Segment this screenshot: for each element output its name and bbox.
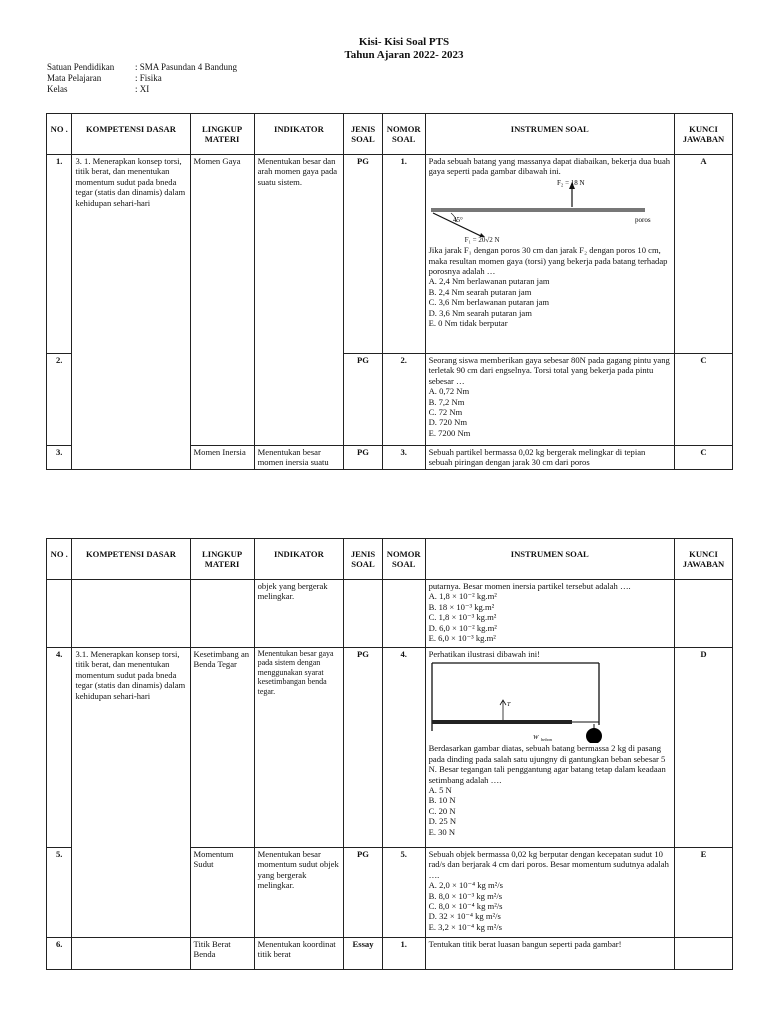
grid-table-page-2 [46, 538, 733, 970]
jenis-cell: PG [344, 446, 383, 470]
weight-label: W [532, 734, 538, 742]
info-label: Mata Pelajaran [47, 73, 102, 83]
doc-subtitle: Tahun Ajaran 2022- 2023 [344, 49, 464, 61]
indikator-cell: Menentukan koordinat titik berat [254, 938, 344, 970]
jenis-cell: PG [344, 848, 383, 938]
row-number: 3. [47, 446, 72, 470]
info-class [47, 84, 149, 95]
torque-figure [429, 177, 667, 237]
option-d: D. 720 Nm [428, 417, 468, 428]
nomor-cell: 1. [382, 155, 425, 354]
instrumen-cell [425, 848, 674, 938]
kunci-cell [674, 580, 732, 648]
question-text: Seorang siswa memberikan gaya sebesar 80N pada gagang pintu yang terletak 90 cm dari engselnya. Torsi total yang bekerja pada pintu sebesar … [428, 355, 670, 386]
doc-title: Kisi- Kisi Soal PTS [358, 36, 450, 48]
option-d: D. 25 N [428, 816, 457, 827]
option-d: D. 32 × 10⁻⁴ kg m²/s [428, 911, 501, 922]
kompetensi-cell [72, 938, 190, 970]
option-a: A. 1,8 × 10⁻² kg.m² [428, 591, 497, 602]
nomor-cell: 4. [382, 648, 425, 848]
table-row [47, 648, 733, 848]
question-text: Sebuah objek bermassa 0,02 kg berputar dengan kecepatan sudut 10 rad/s dan berjarak 4 cm dari poros. Besar momentum sudutnya adalah …. [428, 849, 669, 880]
option-e: E. 30 N [428, 826, 456, 837]
question-intro: Pada sebuah batang yang massanya dapat diabaikan, bekerja dua buah gaya seperti pada gambar dibawah ini. [428, 156, 671, 177]
lingkup-cell: Momen Gaya [190, 155, 254, 446]
lingkup-cell [190, 580, 254, 648]
equilibrium-figure [429, 659, 609, 743]
col-jenis: JENIS SOAL [344, 539, 383, 580]
lingkup-cell: Momentum Sudut [190, 848, 254, 938]
f2-label: F₂ = 18 N [556, 178, 585, 187]
nomor-cell: 5. [382, 848, 425, 938]
col-indikator: INDIKATOR [254, 539, 344, 580]
info-value: : SMA Pasundan 4 Bandung [135, 62, 238, 72]
indikator-cell: Menentukan besar dan arah momen gaya pada suatu sistem. [254, 155, 344, 446]
option-e: E. 0 Nm tidak berputar [428, 318, 508, 329]
row-number: 5. [47, 848, 72, 938]
col-kunci: KUNCI JAWABAN [674, 539, 732, 580]
option-e: E. 6,0 × 10⁻³ kg.m² [428, 633, 496, 644]
col-kompetensi: KOMPETENSI DASAR [72, 114, 190, 155]
question-text: Jika jarak F₁ dengan poros 30 cm dan jarak F₂ dengan poros 10 cm, maka resultan momen gaya (torsi) yang bekerja pada batang terhadap porosnya adalah … [428, 245, 668, 277]
col-nomor: NOMOR SOAL [382, 539, 425, 580]
col-instrumen: INSTRUMEN SOAL [425, 114, 674, 155]
instrumen-cell: Tentukan titik berat luasan bangun seperti pada gambar! [425, 938, 674, 970]
jenis-cell: Essay [344, 938, 383, 970]
option-a: A. 2,4 Nm berlawanan putaran jam [428, 276, 550, 287]
indikator-cell: Menentukan besar momentum sudut objek yang bergerak melingkar. [254, 848, 344, 938]
kompetensi-cell: 3. 1. Menerapkan konsep torsi, titik berat, dan menentukan momentum sudut pada bneda tegar (statis dan dinamis) dalam kehidupan sehari-hari [72, 155, 190, 470]
question-text: Berdasarkan gambar diatas, sebuah batang bermassa 2 kg di pasang pada dinding pada salah satu ujungny di gantungkan beban sebesar 5 N. Besar tegangan tali penggantung agar batang tetap dalam keadaan setimbang adalah …. [428, 743, 666, 785]
info-subject [47, 73, 162, 84]
option-b: B. 18 × 10⁻³ kg.m² [428, 601, 495, 612]
kunci-cell: A [674, 155, 732, 354]
header-row [47, 539, 733, 580]
lingkup-cell: Kesetimbang an Benda Tegar [190, 648, 254, 848]
kunci-cell: C [674, 446, 732, 470]
kompetensi-cell [72, 580, 190, 648]
option-a: A. 5 N [428, 785, 452, 796]
f1-label: F₁ = 20√2 N [464, 235, 500, 244]
instrumen-cell [425, 648, 674, 848]
col-jenis: JENIS SOAL [344, 114, 383, 155]
table-row [47, 155, 733, 354]
indikator-cell: objek yang bergerak melingkar. [254, 580, 344, 648]
option-d: D. 6,0 × 10⁻² kg.m² [428, 622, 497, 633]
option-c: C. 72 Nm [428, 407, 463, 418]
nomor-cell: 2. [382, 354, 425, 446]
kunci-cell: D [674, 648, 732, 848]
jenis-cell: PG [344, 155, 383, 354]
row-number: 6. [47, 938, 72, 970]
table-row [47, 580, 733, 648]
indikator-cell: Menentukan besar gaya pada sistem dengan menggunakan syarat kesetimbangan benda tegar. [254, 648, 344, 848]
nomor-cell [382, 580, 425, 648]
col-kunci: KUNCI JAWABAN [674, 114, 732, 155]
instrumen-cell [425, 580, 674, 648]
info-label: Kelas [47, 84, 68, 94]
info-value: : XI [135, 84, 150, 94]
col-indikator: INDIKATOR [254, 114, 344, 155]
nomor-cell: 1. [382, 938, 425, 970]
col-kompetensi: KOMPETENSI DASAR [72, 539, 190, 580]
col-lingkup: LINGKUP MATERI [190, 539, 254, 580]
info-school [47, 62, 237, 73]
kunci-cell: E [674, 848, 732, 938]
col-instrumen: INSTRUMEN SOAL [425, 539, 674, 580]
col-lingkup: LINGKUP MATERI [190, 114, 254, 155]
option-c: C. 3,6 Nm berlawanan putaran jam [428, 297, 550, 308]
header-row [47, 114, 733, 155]
jenis-cell: PG [344, 648, 383, 848]
table-row [47, 938, 733, 970]
option-b: B. 7,2 Nm [428, 396, 465, 407]
row-number: 4. [47, 648, 72, 848]
info-value: : Fisika [135, 73, 162, 83]
option-b: B. 8,0 × 10⁻³ kg m²/s [428, 890, 503, 901]
poros-label: poros [634, 215, 651, 224]
kompetensi-cell: 3.1. Menerapkan konsep torsi, titik berat, dan menentukan momentum sudut pada bneda tegar (statis dan dinamis) dalam kehidupan sehari-hari [72, 648, 190, 938]
option-a: A. 0,72 Nm [428, 386, 470, 397]
col-no: NO . [47, 114, 72, 155]
instrumen-cell [425, 155, 674, 354]
instrumen-cell [425, 354, 674, 446]
option-b: B. 10 N [428, 795, 456, 806]
row-number: 2. [47, 354, 72, 446]
indikator-cell: Menentukan besar momen inersia suatu [254, 446, 344, 470]
nomor-cell: 3. [382, 446, 425, 470]
weight-subscript: beban [540, 737, 552, 743]
info-label: Satuan Pendidikan [47, 62, 115, 72]
col-nomor: NOMOR SOAL [382, 114, 425, 155]
option-e: E. 3,2 × 10⁻⁴ kg m²/s [428, 921, 503, 932]
jenis-cell [344, 580, 383, 648]
kunci-cell: C [674, 354, 732, 446]
option-c: C. 1,8 × 10⁻³ kg.m² [428, 612, 497, 623]
row-number: 1. [47, 155, 72, 354]
kunci-cell [674, 938, 732, 970]
option-e: E. 7200 Nm [428, 427, 471, 438]
option-c: C. 20 N [428, 805, 456, 816]
option-d: D. 3,6 Nm searah putaran jam [428, 307, 532, 318]
row-number [47, 580, 72, 648]
lingkup-cell: Momen Inersia [190, 446, 254, 470]
col-no: NO . [47, 539, 72, 580]
option-c: C. 8,0 × 10⁻⁴ kg m²/s [428, 901, 503, 912]
question-intro: Perhatikan ilustrasi dibawah ini! [428, 649, 541, 659]
option-a: A. 2,0 × 10⁻⁴ kg m²/s [428, 880, 503, 891]
instrumen-cell: Sebuah partikel bermassa 0,02 kg bergerak melingkar di tepian sebuah piringan dengan jarak 30 cm dari poros [425, 446, 674, 470]
angle-label: 45° [452, 215, 463, 224]
option-b: B. 2,4 Nm searah putaran jam [428, 286, 532, 297]
tension-label: T [506, 702, 510, 709]
jenis-cell: PG [344, 354, 383, 446]
grid-table-page-1 [46, 113, 733, 470]
lingkup-cell: Titik Berat Benda [190, 938, 254, 970]
question-text: putarnya. Besar momen inersia partikel tersebut adalah …. [428, 581, 631, 591]
